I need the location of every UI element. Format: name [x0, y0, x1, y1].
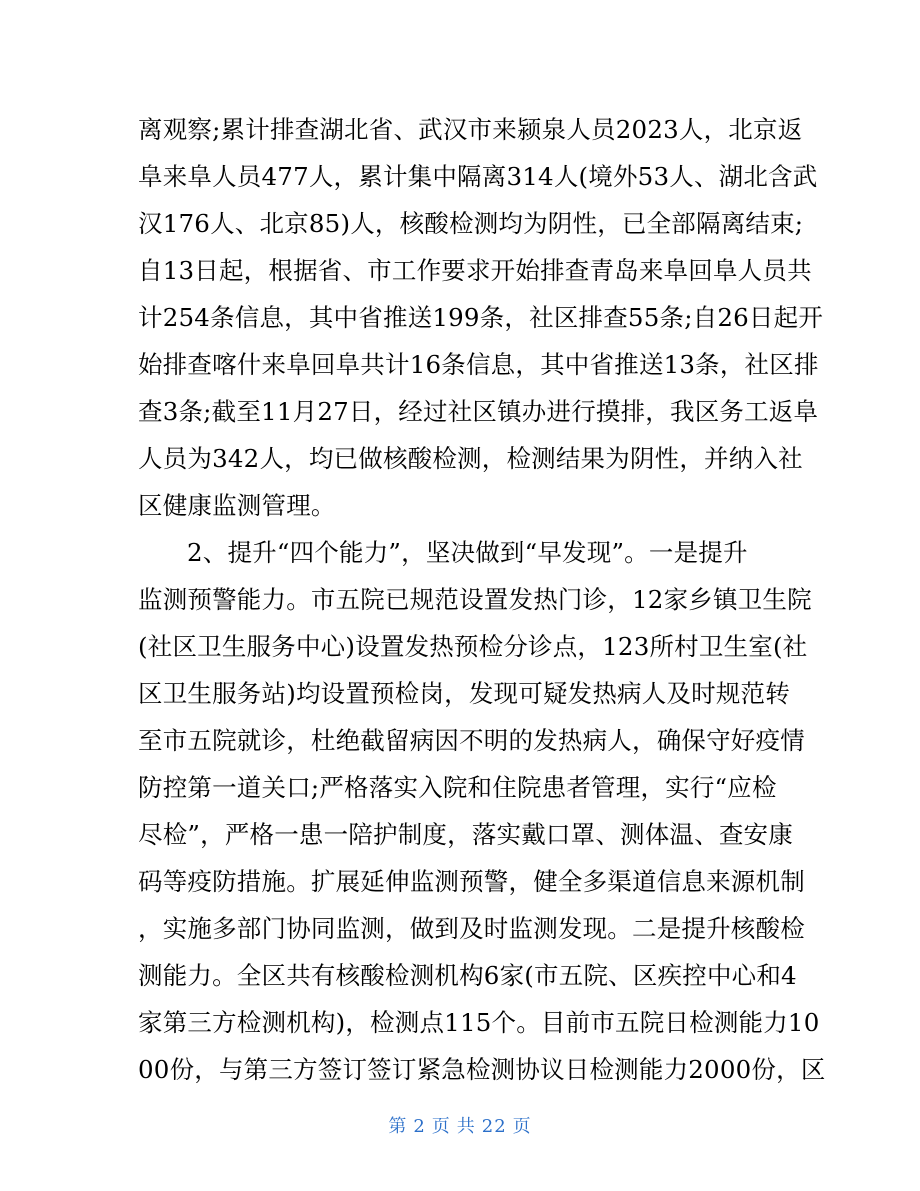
text-line: 自13日起，根据省、市工作要求开始排查青岛来阜回阜人员共	[138, 256, 812, 285]
footer-suffix: 页	[512, 1116, 532, 1137]
footer-prefix: 第	[388, 1116, 408, 1137]
footer-total-prefix: 共	[456, 1116, 476, 1137]
text-line: 始排查喀什来阜回阜共计16条信息，其中省推送13条，社区排	[138, 350, 819, 379]
text-line: 阜来阜人员477人，累计集中隔离314人(境外53人、湖北含武	[138, 162, 818, 191]
text-line: 测能力。全区共有核酸检测机构6家(市五院、区疾控中心和4	[138, 961, 797, 990]
paragraph-start-line: 2、提升“四个能力”，坚决做到“早发现”。一是提升	[187, 538, 748, 567]
footer-page-number: 2	[413, 1116, 426, 1137]
text-line: 查3条;截至11月27日，经过社区镇办进行摸排，我区务工返阜	[138, 397, 819, 426]
text-line: 防控第一道关口;严格落实入院和住院患者管理，实行“应检	[138, 773, 777, 802]
text-line: 计254条信息，其中省推送199条，社区排查55条;自26日起开	[138, 303, 824, 332]
text-line: 离观察;累计排查湖北省、武汉市来颍泉人员2023人，北京返	[138, 115, 803, 144]
body-text	[138, 106, 826, 1093]
page-number-footer	[0, 1112, 920, 1138]
text-line: 汉176人、北京85)人，核酸检测均为阴性，已全部隔离结束;	[138, 209, 804, 238]
text-line: 人员为342人，均已做核酸检测，检测结果为阴性，并纳入社	[138, 444, 803, 473]
text-line: 区健康监测管理。	[138, 491, 336, 520]
text-line: 00份，与第三方签订签订紧急检测协议日检测能力2000份，区	[138, 1055, 826, 1084]
text-line: ，实施多部门协同监测，做到及时监测发现。二是提升核酸检	[138, 914, 805, 943]
text-line: 至市五院就诊，杜绝截留病因不明的发热病人，确保守好疫情	[138, 726, 805, 755]
text-line: 家第三方检测机构)，检测点115个。目前市五院日检测能力10	[138, 1008, 820, 1037]
footer-page-word: 页	[431, 1116, 451, 1137]
footer-total-pages: 22	[481, 1116, 507, 1137]
text-line: (社区卫生服务中心)设置发热预检分诊点，123所村卫生室(社	[138, 632, 808, 661]
text-line: 码等疫防措施。扩展延伸监测预警，健全多渠道信息来源机制	[138, 867, 805, 896]
text-line: 监测预警能力。市五院已规范设置发热门诊，12家乡镇卫生院	[138, 585, 812, 614]
text-line: 区卫生服务站)均设置预检岗，发现可疑发热病人及时规范转	[138, 679, 790, 708]
text-line: 尽检”，严格一患一陪护制度，落实戴口罩、测体温、查安康	[138, 820, 793, 849]
